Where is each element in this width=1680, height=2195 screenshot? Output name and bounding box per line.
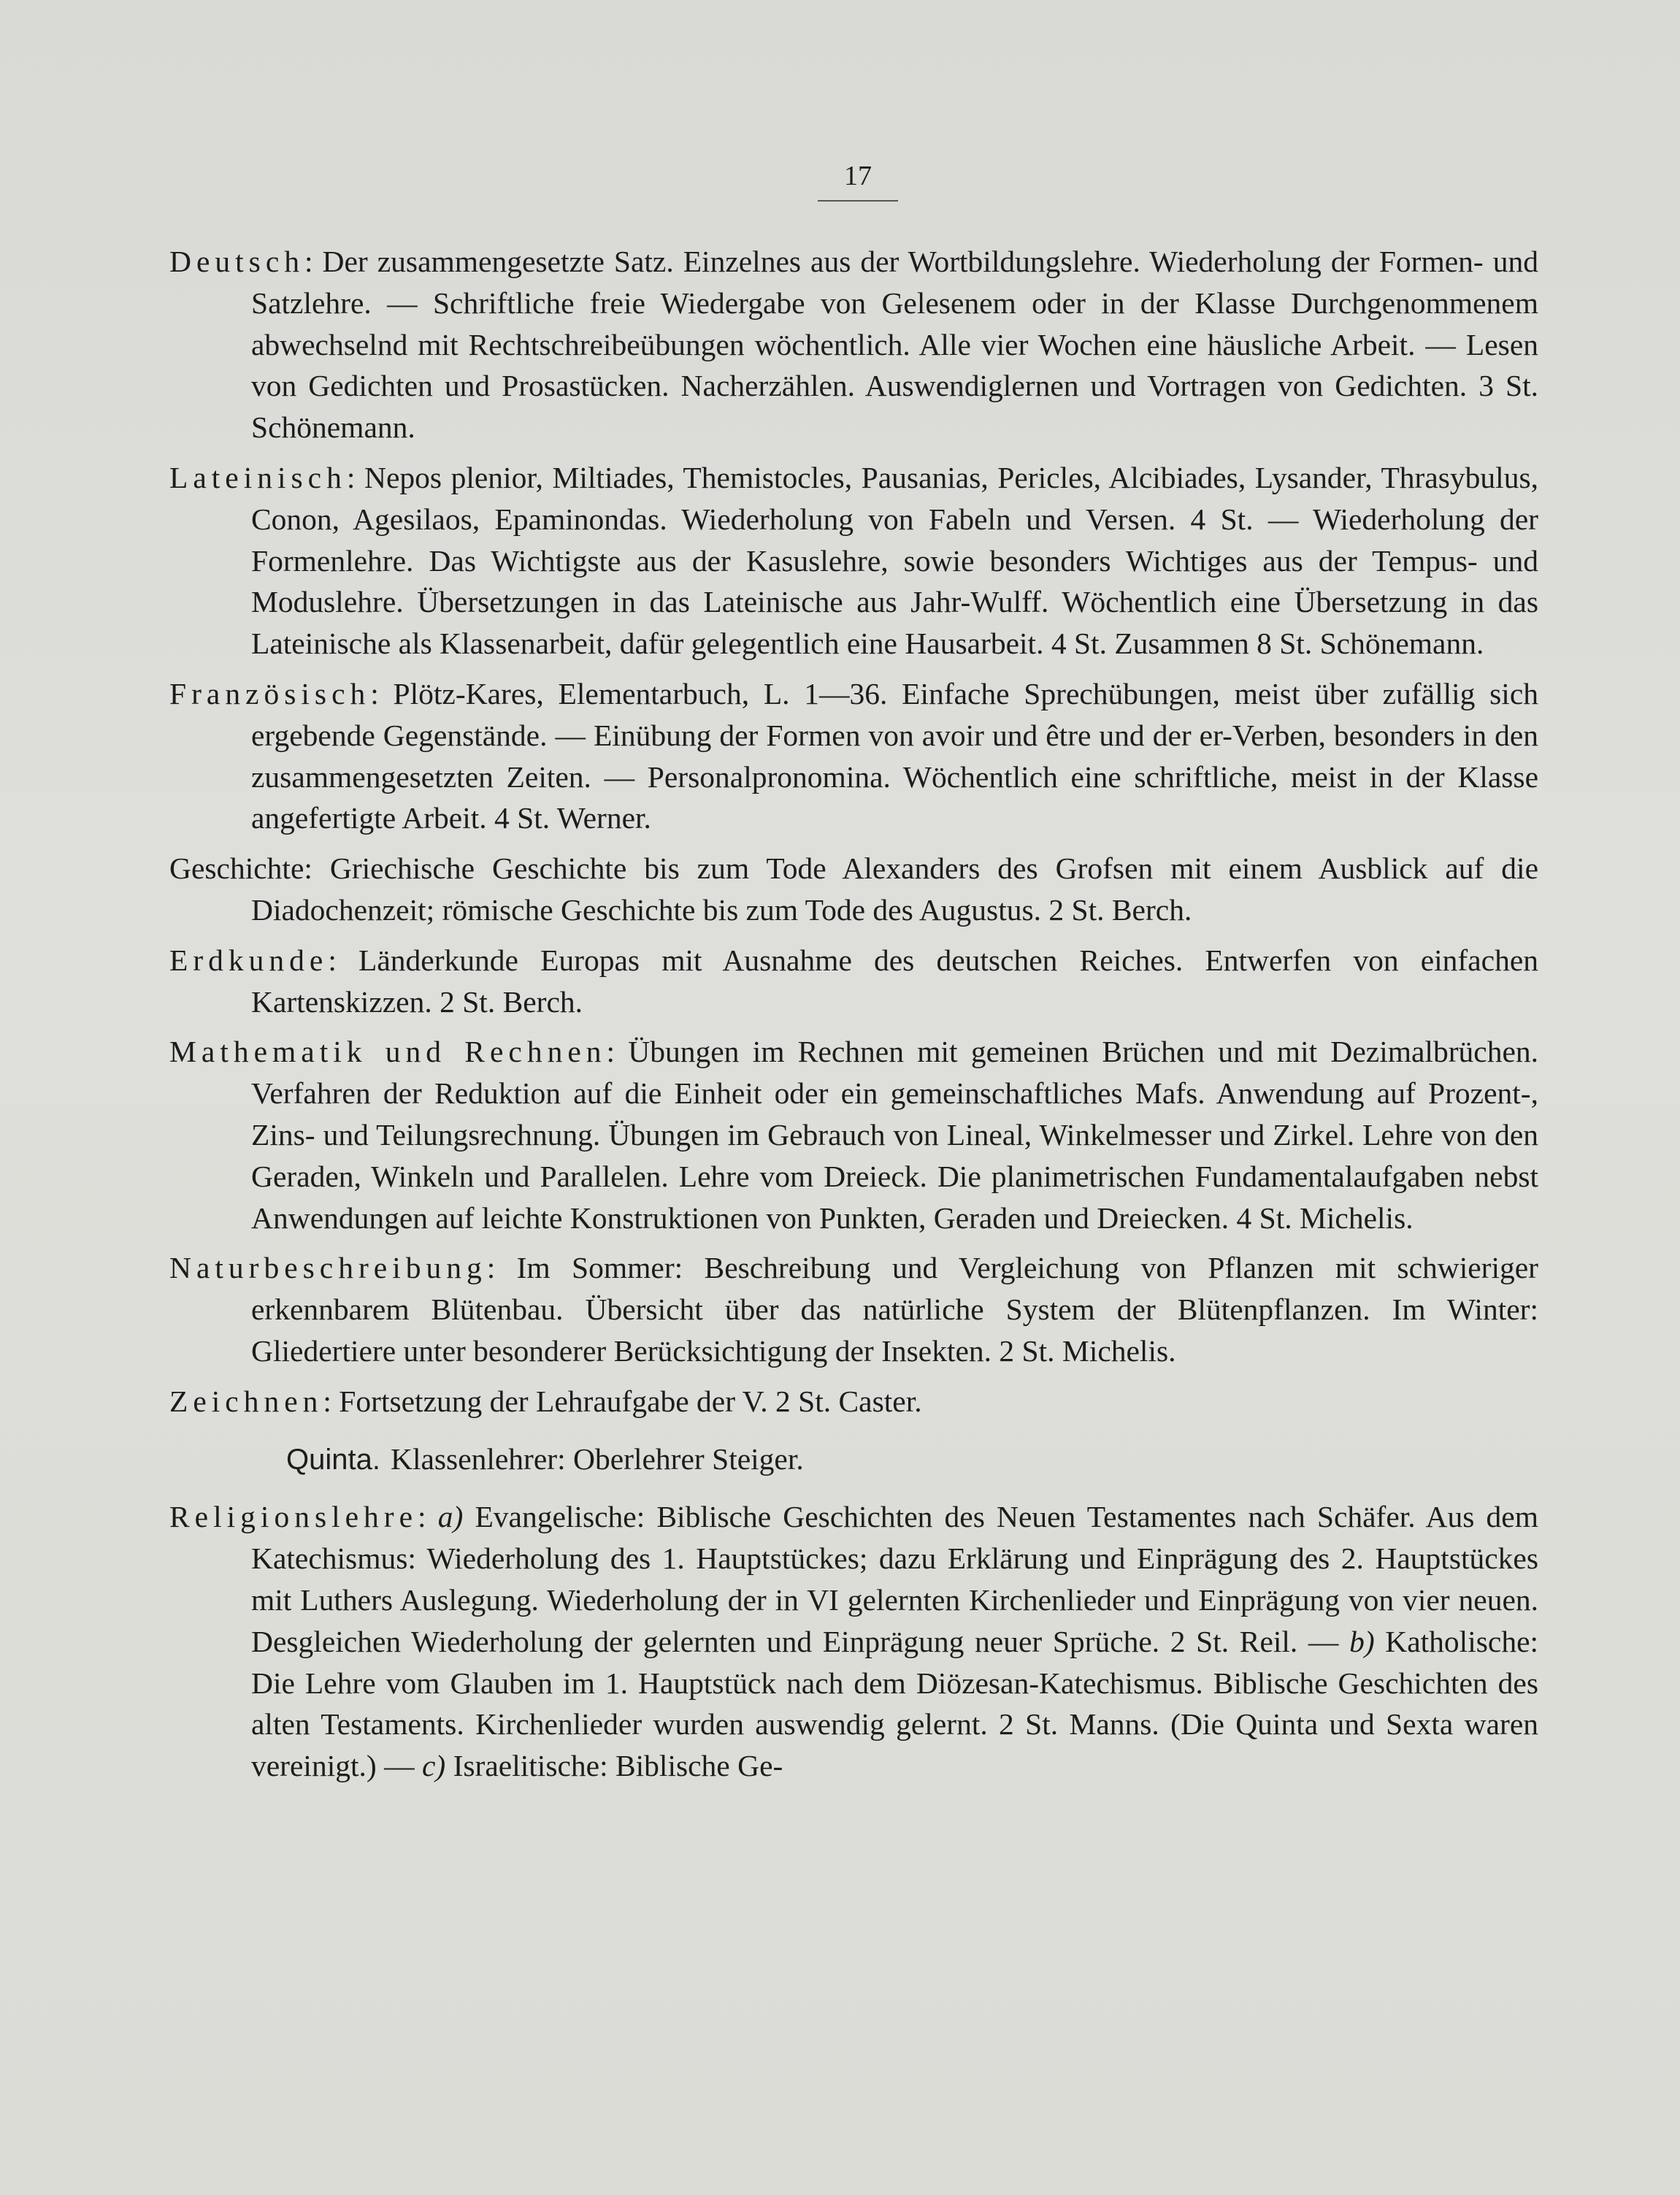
entry-deutsch: Deutsch: Der zusammengesetzte Satz. Einzelnes aus der Wortbildungslehre. Wiederholung der Formen- und Satzlehre. — Schriftliche freie Wiedergabe von Gelesenem oder in der Klasse Durchgenommenem abwechselnd mit Rechtschreibeübungen wöchentlich. Alle vier Wochen eine häusliche Arbeit. — Lesen von Gedichten und Prosastücken. Nacherzählen. Auswendiglernen und Vortragen von Gedichten. 3 St. Schönemann. (169, 245, 1538, 445)
section-title: Quinta. (286, 1443, 380, 1476)
entry-naturbeschreibung: Naturbeschreibung: Im Sommer: Beschreibung und Vergleichung von Pflanzen mit schwieriger erkennbarem Blütenbau. Übersicht über das natürliche System der Blütenpflanzen. Im Winter: Gliedertiere unter besonderer Berücksichtigung der Insekten. 2 St. Michelis. (169, 1251, 1538, 1368)
entry-religionslehre: Religionslehre: a) Evangelische: Biblische Geschichten des Neuen Testamentes nach Schäfer. Aus dem Katechismus: Wiederholung des 1. Hauptstückes; dazu Erklärung und Einprägung des 2. Hauptstückes mit Luthers Auslegung. Wiederholung der in VI gelernten Kirchenlieder und Einprägung von vier neuen. Desgleichen Wiederholung der gelernten und Einprägung neuer Sprüche. 2 St. Reil. — b) Katholische: Die Lehre vom Glauben im 1. Hauptstück nach dem Diözesan-Katechismus. Biblische Geschichten des alten Testaments. Kirchenlieder wurden auswendig gelernt. 2 St. Manns. (Die Quinta und Sexta waren vereinigt.) — c) Israelitische: Biblische Ge- (169, 1500, 1539, 1783)
subject-heading: Mathematik und Rechnen (169, 1035, 607, 1069)
entry-erdkunde: Erdkunde: Länderkunde Europas mit Ausnahme des deutschen Reiches. Entwerfen von einfachen Kartenskizzen. 2 St. Berch. (169, 943, 1539, 1019)
entry-mathematik: Mathematik und Rechnen: Übungen im Rechnen mit gemeinen Brüchen und mit Dezimalbrüchen. Verfahren der Reduktion auf die Einheit oder ein gemeinschaftliches Mafs. Anwendung auf Prozent-, Zins- und Teilungsrechnung. Übungen im Gebrauch von Lineal, Winkelmesser und Zirkel. Lehre von den Geraden, Winkeln und Parallelen. Lehre vom Dreieck. Die planimetrischen Fundamentalaufgaben nebst Anwendungen auf leichte Konstruktionen von Punkten, Geraden und Dreiecken. 4 St. Michelis. (169, 1035, 1538, 1235)
subject-heading: Deutsch (169, 245, 304, 278)
entry-geschichte: Geschichte: Griechische Geschichte bis zum Tode Alexanders des Grofsen mit einem Ausblick auf die Diadochenzeit; römische Geschichte bis zum Tode des Augustus. 2 St. Berch. (169, 851, 1538, 927)
entry-text: Länderkunde Europas mit Ausnahme des deutschen Reiches. Entwerfen von einfachen Kartenskizzen. 2 St. Berch. (251, 943, 1539, 1019)
entry-text: Im Sommer: Beschreibung und Vergleichung von Pflanzen mit schwieriger erkennbarem Blütenbau. Übersicht über das natürliche System der Blütenpflanzen. Im Winter: Gliedertiere unter besonderer Berücksichtigung der Insekten. 2 St. Michelis. (251, 1251, 1538, 1368)
entry-text-israelitisch: Israelitische: Biblische Ge- (453, 1749, 783, 1783)
subject-heading: Naturbeschreibung (169, 1251, 487, 1285)
subject-heading: Erdkunde (169, 943, 329, 977)
subject-heading: Religionslehre (169, 1500, 418, 1534)
entry-text-evangelisch: Evangelische: Biblische Geschichten des Neuen Testamentes nach Schäfer. Aus dem Katechismus: Wiederholung des 1. Hauptstückes; dazu Erklärung und Einprägung des 2. Hauptstückes mit Luthers Auslegung. Wiederholung der in VI gelernten Kirchenlieder und Einprägung von vier neuen. Desgleichen Wiederholung der gelernten und Einprägung neuer Sprüche. 2 St. Reil. — (251, 1500, 1539, 1658)
entry-text: Fortsetzung der Lehraufgabe der V. 2 St. Caster. (339, 1384, 922, 1418)
entry-text: Übungen im Rechnen mit gemeinen Brüchen und mit Dezimalbrüchen. Verfahren der Reduktion auf die Einheit oder ein gemeinschaftliches Mafs. Anwendung auf Prozent-, Zins- und Teilungsrechnung. Übungen im Gebrauch von Lineal, Winkelmesser und Zirkel. Lehre von den Geraden, Winkeln und Parallelen. Lehre vom Dreieck. Die planimetrischen Fundamentalaufgaben nebst Anwendungen auf leichte Konstruktionen von Punkten, Geraden und Dreiecken. 4 St. Michelis. (251, 1035, 1538, 1235)
subject-heading: Zeichnen (169, 1384, 323, 1418)
subject-heading: Geschichte (169, 851, 304, 886)
entry-text: Plötz-Kares, Elementarbuch, L. 1—36. Einfache Sprechübungen, meist über zufällig sich ergebende Gegenstände. — Einübung der Formen von avoir und être und der er-Verben, besonders in den zusammengesetzten Zeiten. — Personalpronomina. Wöchentlich eine schriftliche, meist in der Klasse angefertigte Arbeit. 4 St. Werner. (251, 676, 1538, 835)
section-heading-quinta (169, 1439, 1538, 1481)
section-class-teacher: Klassenlehrer: Oberlehrer Steiger. (390, 1441, 804, 1476)
page-body (169, 241, 1538, 1787)
subject-heading: Französisch (169, 676, 371, 710)
entry-text: Der zusammengesetzte Satz. Einzelnes aus der Wortbildungslehre. Wiederholung der Formen- und Satzlehre. — Schriftliche freie Wiedergabe von Gelesenem oder in der Klasse Durchgenommenem abwechselnd mit Rechtschreibeübungen wöchentlich. Alle vier Wochen eine häusliche Arbeit. — Lesen von Gedichten und Prosastücken. Nacherzählen. Auswendiglernen und Vortragen von Gedichten. 3 St. Schönemann. (251, 245, 1538, 445)
entry-franzoesisch: Französisch: Plötz-Kares, Elementarbuch, L. 1—36. Einfache Sprechübungen, meist über zufällig sich ergebende Gegenstände. — Einübung der Formen von avoir und être und der er-Verben, besonders in den zusammengesetzten Zeiten. — Personalpronomina. Wöchentlich eine schriftliche, meist in der Klasse angefertigte Arbeit. 4 St. Werner. (169, 676, 1538, 835)
entry-text: Griechische Geschichte bis zum Tode Alexanders des Grofsen mit einem Ausblick auf die Diadochenzeit; römische Geschichte bis zum Tode des Augustus. 2 St. Berch. (251, 851, 1538, 927)
entry-lateinisch: Lateinisch: Nepos plenior, Miltiades, Themistocles, Pausanias, Pericles, Alcibiades, Lysander, Thrasybulus, Conon, Agesilaos, Epaminondas. Wiederholung von Fabeln und Versen. 4 St. — Wiederholung der Formenlehre. Das Wichtigste aus der Kasuslehre, sowie besonders Wichtiges aus der Tempus- und Moduslehre. Übersetzungen in das Lateinische aus Jahr-Wulff. Wöchentlich eine Übersetzung in das Lateinische als Klassenarbeit, dafür gelegentlich eine Hausarbeit. 4 St. Zusammen 8 St. Schönemann. (169, 460, 1538, 661)
page-number: 17 (818, 162, 898, 202)
item-marker-c: c) (421, 1749, 446, 1783)
item-marker-b: b) (1349, 1624, 1375, 1658)
item-marker-a: a) (437, 1500, 464, 1534)
entry-zeichnen: Zeichnen: Fortsetzung der Lehraufgabe der V. 2 St. Caster. (169, 1384, 922, 1418)
subject-heading: Lateinisch (169, 460, 347, 494)
entry-text: Nepos plenior, Miltiades, Themistocles, Pausanias, Pericles, Alcibiades, Lysander, Thrasybulus, Conon, Agesilaos, Epaminondas. Wiederholung von Fabeln und Versen. 4 St. — Wiederholung der Formenlehre. Das Wichtigste aus der Kasuslehre, sowie besonders Wichtiges aus der Tempus- und Moduslehre. Übersetzungen in das Lateinische aus Jahr-Wulff. Wöchentlich eine Übersetzung in das Lateinische als Klassenarbeit, dafür gelegentlich eine Hausarbeit. 4 St. Zusammen 8 St. Schönemann. (251, 460, 1538, 661)
entry-text-katholisch: Katholische: Die Lehre vom Glauben im 1. Hauptstück nach dem Diözesan-Katechismus. Biblische Geschichten des alten Testaments. Kirchenlieder wurden auswendig gelernt. 2 St. Manns. (Die Quinta und Sexta waren vereinigt.) — (251, 1624, 1539, 1783)
